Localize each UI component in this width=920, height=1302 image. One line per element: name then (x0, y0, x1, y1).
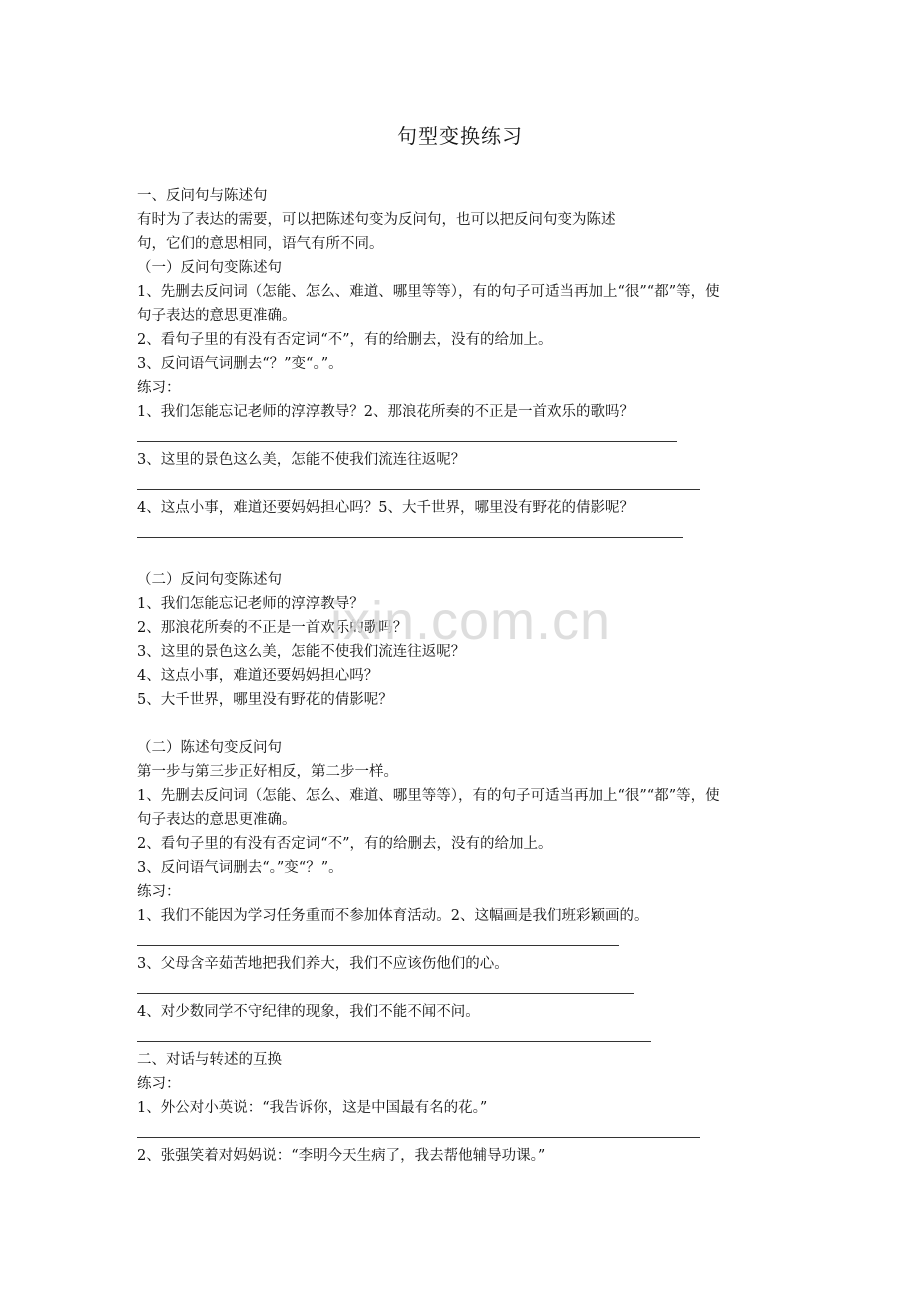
answer-underline (137, 1137, 700, 1138)
answer-blank (137, 928, 787, 952)
exercise-line: 2、张强笑着对妈妈说：“李明今天生病了，我去帮他辅导功课。” (137, 1148, 546, 1164)
rule-line: 2、看句子里的有没有否定词“不”，有的给删去，没有的给加上。 (137, 836, 553, 852)
answer-blank (137, 424, 787, 448)
answer-blank (137, 1120, 787, 1144)
exercise-line: 1、我们怎能忘记老师的淳淳教导？ (137, 596, 364, 612)
exercise-line: 2、那浪花所奏的不正是一首欢乐的歌吗？ (137, 620, 408, 636)
exercise-line: 4、对少数同学不守纪律的现象，我们不能不闻不问。 (137, 1004, 480, 1020)
exercise-line: 1、我们怎能忘记老师的淳淳教导？2、那浪花所奏的不正是一首欢乐的歌吗？ (137, 404, 634, 420)
subsection-heading: （二）反问句变陈述句 (137, 572, 282, 588)
rule-line: 句子表达的意思更准确。 (137, 308, 297, 324)
answer-blank (137, 472, 787, 496)
watermark-text: ixin.com.cn (330, 591, 612, 651)
document-body (137, 184, 787, 1168)
practice-label: 练习： (137, 884, 181, 900)
spacer (137, 712, 787, 736)
exercise-line: 5、大千世界，哪里没有野花的倩影呢？ (137, 692, 393, 708)
exercise-line: 3、这里的景色这么美，怎能不使我们流连往返呢？ (137, 452, 466, 468)
exercise-line: 1、我们不能因为学习任务重而不参加体育活动。2、这幅画是我们班彩颖画的。 (137, 908, 649, 924)
answer-underline (137, 441, 677, 442)
rule-line: 句子表达的意思更准确。 (137, 812, 297, 828)
exercise-line: 4、这点小事，难道还要妈妈担心吗？5、大千世界，哪里没有野花的倩影呢？ (137, 500, 634, 516)
paragraph-line: 第一步与第三步正好相反，第二步一样。 (137, 764, 398, 780)
exercise-line: 4、这点小事，难道还要妈妈担心吗？ (137, 668, 379, 684)
document-title: 句型变换练习 (397, 124, 523, 148)
answer-underline (137, 1041, 651, 1042)
answer-underline (137, 537, 683, 538)
paragraph-line: 句，它们的意思相同，语气有所不同。 (137, 236, 384, 252)
answer-underline (137, 489, 700, 490)
answer-blank (137, 520, 787, 544)
subsection-heading: （二）陈述句变反问句 (137, 740, 282, 756)
practice-label: 练习： (137, 1076, 181, 1092)
exercise-line: 3、父母含辛茹苦地把我们养大，我们不应该伤他们的心。 (137, 956, 509, 972)
rule-line: 3、反问语气词删去“。”变“？”。 (137, 860, 343, 876)
exercise-line: 3、这里的景色这么美，怎能不使我们流连往返呢？ (137, 644, 466, 660)
section-heading: 一、反问句与陈述句 (137, 188, 268, 204)
rule-line: 3、反问语气词删去“？”变“。”。 (137, 356, 343, 372)
answer-underline (137, 945, 619, 946)
spacer (137, 544, 787, 568)
practice-label: 练习： (137, 380, 181, 396)
paragraph-line: 有时为了表达的需要，可以把陈述句变为反问句，也可以把反问句变为陈述 (137, 212, 616, 228)
answer-underline (137, 993, 634, 994)
rule-line: 1、先删去反问词（怎能、怎么、难道、哪里等等），有的句子可适当再加上“很”“都”等，使 (137, 284, 720, 300)
answer-blank (137, 976, 787, 1000)
subsection-heading: （一）反问句变陈述句 (137, 260, 282, 276)
exercise-line: 1、外公对小英说：“我告诉你，这是中国最有名的花。” (137, 1100, 488, 1116)
rule-line: 1、先删去反问词（怎能、怎么、难道、哪里等等），有的句子可适当再加上“很”“都”等，使 (137, 788, 720, 804)
rule-line: 2、看句子里的有没有否定词“不”，有的给删去，没有的给加上。 (137, 332, 553, 348)
section-heading: 二、对话与转述的互换 (137, 1052, 282, 1068)
answer-blank (137, 1024, 787, 1048)
